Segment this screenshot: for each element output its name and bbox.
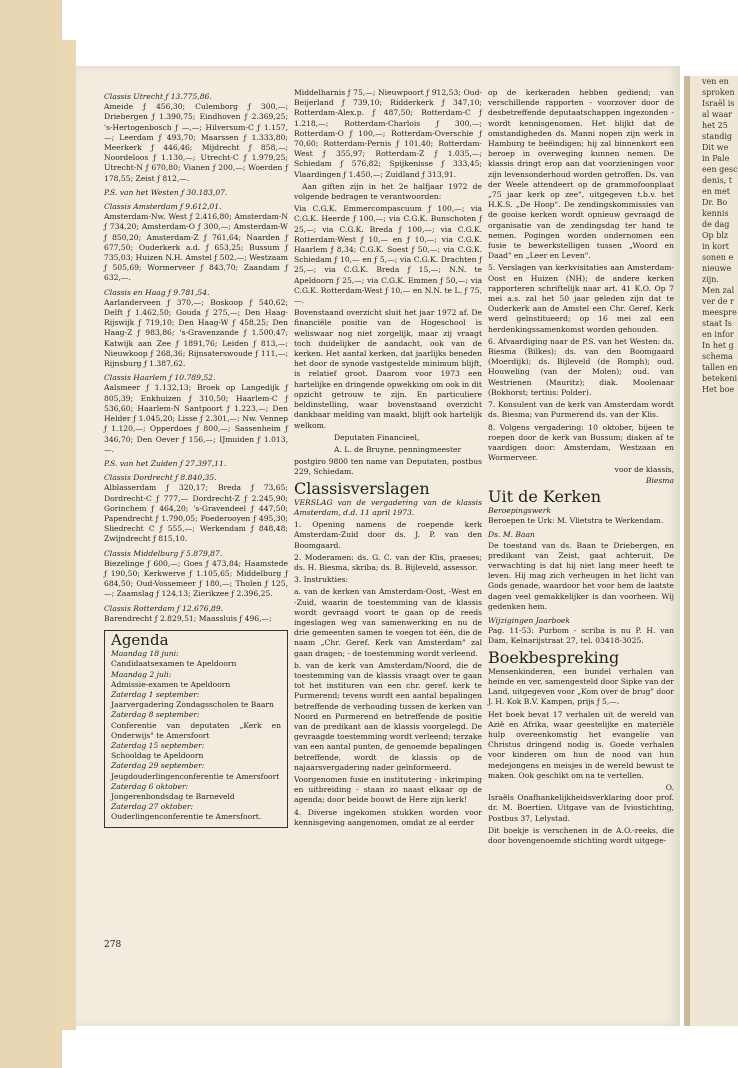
agenda-date: Zaterdag 6 oktober: <box>111 781 189 791</box>
ds-baan-text: De toestand van ds. Baan te Driebergen, en predikant van Zeist, gaat achteruit. De verwachting is dat hij niet lang meer heeft te leven. Hij mag zich verheugen in het licht van Gods genade, waardoor het voor hem de laatste dagen veel gemakkelijker is dan voorheen. Wij gedenken hem. <box>488 540 674 611</box>
classis-rotterdam-head: Classis Rotterdam ƒ 12.676,89. <box>104 603 224 613</box>
next-page-line: Dit we <box>702 143 729 152</box>
agenda-date: Maandag 2 juli: <box>111 669 172 679</box>
financial-note: Bovenstaand overzicht sluit het jaar 1972 af. De financiële positie van de Hogeschool is weliswaar nog niet zorgelijk, maar zij vraagt toch duidelijker de aandacht, ook van de kerken. Het aantal kerken, dat jaarlijks beneden het door de synode vastgestelde minimum blijft, is relatief groot. Daarom voor 1973 een hartelijke en dringende opwekking om ook in dit opzicht getrouw te zijn. En particuliere beldinstelling, waar bovenstaand overzicht dankbaar melding van maakt, blijft ook hartelijk welkom. <box>294 308 482 430</box>
agenda-text: Jeugdouderlingenconferentie te Amersfoort <box>111 771 280 781</box>
agenda-item <box>111 802 281 822</box>
next-page-line: zijn. <box>702 275 719 284</box>
verslag-heading: VERSLAG van de vergadering van de klassis Amsterdam, d.d. 11 april 1973. <box>294 497 482 517</box>
agenda-date: Zaterdag 1 september: <box>111 689 200 699</box>
agenda-text: Jaarvergadering Zondagsscholen te Baarn <box>111 700 274 710</box>
next-page-line: sproken <box>702 88 735 97</box>
classis-haag-head: Classis en Haag ƒ 9.781,54. <box>104 287 210 297</box>
agenda-box <box>104 630 288 828</box>
klassis-signature: voor de klassis, <box>614 465 674 475</box>
agenda-item <box>111 782 281 802</box>
next-page-line: meespre <box>702 308 737 317</box>
agenda-item <box>111 670 281 690</box>
next-page-line: denis, t <box>702 176 732 185</box>
classis-haarlem-body: Aalsmeer ƒ 1.132,13; Broek op Langedijk ƒ 805,39; Enkhuizen ƒ 310,50; Haarlem-C ƒ 536,60; Haarlem-N Santpoort ƒ 1.223,—; Den Helder ƒ 1.045,20; Lisse ƒ 2.301,—; Nw. Vennep ƒ 1.120,—; Opperdoes ƒ 800,—; Sassenheim ƒ 346,70; Den Oever ƒ 156,—; IJmuiden ƒ 1.013,—. <box>104 383 288 454</box>
next-page-line: en infor <box>702 330 734 339</box>
next-page-line: Men zal <box>702 286 735 295</box>
next-page-line: schema <box>702 352 733 361</box>
giften-list: Via C.G.K. Emmercompascuum ƒ 100,—; via C.G.K. Heerde ƒ 100,—; via C.G.K. Bunschoten ƒ 25,—; via C.G.K. Breda ƒ 100,—; via C.G.K. Rotterdam-West ƒ 10,— en ƒ 10,—; via C.G.K. Haarlem ƒ 8,34; C.G.K. Soest ƒ 50,—; via C.G.K. Schiedam ƒ 10,— en ƒ 5,—; via C.G.K. Drachten ƒ 25,—; via C.G.K. Breda ƒ 15,—; N.N. te Apeldoorn ƒ 25,—; via C.G.K. Emmen ƒ 50,—; via C.G.K. Rotterdam-West ƒ 10,— en N.N. te L. ƒ 75,—. <box>294 204 482 306</box>
next-page-line: Dr. Bo <box>702 198 728 207</box>
agenda-text: Admissie-examen te Apeldoorn <box>111 679 231 689</box>
classis-dordrecht-body: Alblasserdam ƒ 320,17; Breda ƒ 73,65; Dordrecht-C ƒ 777,— Dordrecht-Z ƒ 2.245,90; Gorinchem ƒ 464,20; 's-Gravendeel ƒ 447,50; Papendrecht ƒ 1.790,05; Poederooyen ƒ 495,30; Sliedrecht C ƒ 555,—; Werkendam ƒ 848,48; Zwijndrecht ƒ 815,10. <box>104 483 288 544</box>
treasurer-signature: A. L. de Bruyne, penningmeester <box>334 444 462 454</box>
deputaten-signature: Deputaten Financieel, <box>334 432 420 442</box>
next-page-line: betekeni <box>702 374 738 383</box>
agenda-text: Conferentie van deputaten „Kerk en Onderwijs" te Amersfoort <box>111 720 281 740</box>
next-page-line: een gesc <box>702 165 738 174</box>
column-2 <box>294 88 482 830</box>
boekbespreking-title: Boekbespreking <box>488 647 620 667</box>
agenda-text: Schooldag te Apeldoorn <box>111 751 204 761</box>
review-signature: O. <box>665 783 674 792</box>
verslag-item: a. van de kerken van Amsterdam-Oost, -West en -Zuid, waarin de toestemming van de klassis wordt gevraagd voort te gaan op de reeds ingeslagen weg van samenwerking en nu de drie gemeenten samen te voegen tot één, die de naam „Chr. Geref. Kerk van Amsterdam" zal gaan dragen; - de toestemming wordt verleend. <box>294 587 482 658</box>
classis-haarlem-head: Classis Haarlem ƒ 10.789,52. <box>104 373 216 383</box>
verslag-item: 1. Opening namens de roepende kerk Amsterdam-Zuid door ds. J. P. van den Boomgaard. <box>294 520 482 550</box>
verslag-item: 3. Instrukties: <box>294 575 349 585</box>
column-3 <box>488 88 674 848</box>
next-page-line: Het boe <box>702 385 735 394</box>
biesma-signature: Biesma <box>645 475 674 485</box>
next-page-line: en met <box>702 187 730 196</box>
next-page-line: de dag <box>702 220 730 229</box>
verslag-item: 7. Konsulent van de kerk van Amsterdam wordt ds. Biesma; van Purmerend ds. van der Klis. <box>488 400 674 420</box>
classis-amsterdam-head: Classis Amsterdam ƒ 9.612,01. <box>104 202 222 212</box>
agenda-text: Candidaatsexamen te Apeldoorn <box>111 659 237 669</box>
verslag-item: 4. Diverse ingekomen stukken worden voor kennisgeving aangenomen, omdat ze al eerder <box>294 807 482 827</box>
classis-utrecht-body: Ameide ƒ 456,30; Culemborg ƒ 300,—; Driebergen ƒ 1.390,75; Eindhoven ƒ 2.369,25; 's-Hertogenbosch ƒ —,—; Hilversum-C ƒ 1.157,—; Leerdam ƒ 493,70; Maarssen ƒ 1.333,80; Meerkerk ƒ 446,46; Mijdrecht ƒ 858,—; Noordeloos ƒ 1.130,—; Utrecht-C ƒ 1.979,25; Utrecht-N ƒ 670,80; Vianen ƒ 200,—; Woerden ƒ 178,55; Zeist ƒ 812,—. <box>104 102 288 183</box>
classis-dordrecht-head: Classis Dordrecht ƒ 8.840,35. <box>104 473 217 483</box>
next-page-line: Op blz <box>702 231 729 240</box>
verslag-item: b. van de kerk van Amsterdam/Noord, die de toestemming van de klassis vraagt over te gaan tot het instituren van een chr. geref. kerk te Purmerend; tevens wordt een aantal bepalingen betreffende de verhouding tussen de kerken van Noord en Purmerend en betreffende de positie van de predikant aan de klassis voorgelegd. De gevraagde toestemming wordt verleend; terzake van een aantal punten, de genoemde bepalingen betreffende, wordt de klassis op de najaarsvergadering nader geïnformeerd. <box>294 660 482 772</box>
classis-haag-body: Aarlanderveen ƒ 370,—; Boskoop ƒ 540,62; Delft ƒ 1.462,50; Gouda ƒ 275,—; Den Haag-Rijswijk ƒ 719,10; Den Haag-W ƒ 458,25; Den Haag-Z ƒ 983,86; 's-Gravenzande ƒ 1.500,47; Katwijk aan Zee ƒ 1891,76; Leiden ƒ 813,—; Nieuwkoop ƒ 268,36; Rijnsaterswoude ƒ 111,—; Rijnsburg ƒ 1.387,62. <box>104 297 288 369</box>
binding-edge <box>0 0 62 1068</box>
beroepingswerk-text: Beroepen te Urk: M. Vlietstra te Werkendam. <box>488 516 664 526</box>
boek-mensenkinderen: Mensenkinderen, een bundel verhalen van heinde en ver, samengesteld door Sipke van der Land, uitgegeven voor „Kom over de brug" door J. H. Kok B.V. Kampen, prijs ƒ 5,—. <box>488 666 674 707</box>
agenda-item <box>111 710 281 741</box>
next-page-line: in kort <box>702 242 729 251</box>
agenda-item <box>111 649 281 669</box>
agenda-date: Maandag 18 juni: <box>111 649 179 659</box>
classis-rotterdam-body: Barendrecht ƒ 2.829,51; Maassluis ƒ 496,—; <box>104 613 272 623</box>
verslag-item: 5. Verslagen van kerkvisitaties aan Amsterdam-Oost en Huizen (NH); de andere kerken rapporteren schriftelijk naar art. 41 K.O. Op 7 mei a.s. zal het 50 jaar geleden zijn dat te Ouderkerk aan de Amstel een Chr. Geref. Kerk werd geïnstitueerd; op 16 mei zal een herdenkingssamenkomst worden gehouden. <box>488 263 674 334</box>
postgiro: postgiro 9800 ten name van Deputaten, postbus 229, Schiedam. <box>294 457 482 477</box>
agenda-text: Jongerenbondsdag te Barneveld <box>111 792 235 801</box>
binding-edge-inner <box>62 40 76 1030</box>
ds-baan-head: Ds. M. Baan <box>488 530 535 540</box>
agenda-item <box>111 690 281 710</box>
verslag-item: 2. Moderamen: ds. G. C. van der Klis, praeses; ds. H. Biesma, skriba; ds. B. Bijleveld, assessor. <box>294 552 482 572</box>
verslag-continued: op de kerkeraden hebben gediend; van verschillende rapporten - voorzover door de desbetreffende deputaatschappen ingezonden - wordt kennisgenomen. Het blijkt dat de omstandigheden ds. Manni nopen zijn werk in Hamburg te beëindigen; hij zal binnenkort een beroep in overweging kunnen nemen. De klassis dringt erop aan dat voorzieningen voor zijn levensonderhoud worden getroffen. Ds. van der Weele attendeert op de grammofoonplaat „75 jaar kerk op zee", uitgegeven t.b.v. het H.K.S. „De Hoop". De zendingskommissies van de gooise kerken wordt opnieuw gevraagd de organisatie van de zendingsdag ter hand te nemen. Pogingen worden ondernomen een fusie te bewerkstelligen tussen „Woord en Daad" en „Leer en Leven". <box>488 88 674 261</box>
classis-amsterdam-body: Amsterdam-Nw. West ƒ 2.416,80; Amsterdam-N ƒ 734,20; Amsterdam-O ƒ 300,—; Amsterdam-W ƒ 850,20; Amsterdam-Z ƒ 761,64; Naarden ƒ 677,50; Ouderkerk a.d. ƒ 653,25; Bussum ƒ 735,03; Huizen N.H. Amstel ƒ 502,—; Westzaam ƒ 505,69; Wormerveer ƒ 843,70; Zaandam ƒ 632,—. <box>104 212 288 283</box>
next-page-line: kennis <box>702 209 729 218</box>
giften-intro: Aan giften zijn in het 2e halfjaar 1972 de volgende bedragen te verantwoorden: <box>294 181 482 202</box>
next-page-line: staat Is <box>702 319 732 328</box>
agenda-date: Zaterdag 27 oktober: <box>111 802 194 812</box>
classis-middelburg-head: Classis Middelburg ƒ 5.879,87. <box>104 548 223 558</box>
agenda-item <box>111 761 281 781</box>
agenda-item <box>111 741 281 761</box>
next-page-line: ven en <box>702 77 729 86</box>
boek-review: Het boek bevat 17 verhalen uit de wereld van Azië en Afrika, waar geestelijke en materiële hulp overeenkomstig het evangelie van Christus dringend nodig is. Goede verhalen voor kinderen om hun de nood van hun medejongens en meisjes in de wereld bewust te maken. Ook geschikt om na te vertellen. <box>488 709 674 780</box>
next-page-line: al waar <box>702 110 733 119</box>
rotterdam-continued: Middelharnis ƒ 75,—; Nieuwpoort ƒ 912,53; Oud-Beijerland ƒ 739,10; Ridderkerk ƒ 347,10; Rotterdam-Alex.p. ƒ 487,50; Rotterdam-C ƒ 1.218,—; Rotterdam-Charlois ƒ 300,—; Rotterdam-O ƒ 100,—; Rotterdam-Overschie ƒ 70,60; Rotterdam-Pernis ƒ 101,40; Rotterdam-West ƒ 355,97; Rotterdam-Z ƒ 1.035,—; Schiedam ƒ 576,82; Spijkenisse ƒ 333,45; Vlaardingen ƒ 1.450,—; Zuidland ƒ 313,91. <box>294 88 482 179</box>
ps-zuiden: P.S. van het Zuiden ƒ 27.397,11. <box>104 458 227 468</box>
next-page-line: tallen en <box>702 363 738 372</box>
next-page-line: in Pale <box>702 154 730 163</box>
page-number: 278 <box>104 940 122 950</box>
next-page-line: sonen e <box>702 253 734 262</box>
next-page-line: Israël is <box>702 99 735 108</box>
agenda-date: Zaterdag 8 september: <box>111 710 200 720</box>
boek-israel-text: Dit boekje is verschenen in de A.O.-reeks, die door bovengenoemde stichting wordt uitgege- <box>488 825 674 846</box>
jaarboek-text: Pag. 11-53: Purbom - scriba is nu P. H. van Dam, Kelnarijstraat 27, tel. 03418-3025. <box>488 626 674 646</box>
next-page-line: standig <box>702 132 733 141</box>
verslag-item: 8. Volgens vergadering: 10 oktober, bijeen te roepen door de kerk van Bussum; diaken af te vaardigen door: Amsterdam, Westzaan en Wormerveer. <box>488 422 674 463</box>
verslag-item: Voorgenomen fusie en institutering - inkrimping en uitbreiding - staan zo naast elkaar op de agenda; door beide bouwt de Here zijn kerk! <box>294 775 482 805</box>
next-page-line: nieuwe <box>702 264 732 273</box>
agenda-text: Ouderlingenconferentie te Amersfoort. <box>111 812 262 822</box>
classisverslagen-title: Classisverslagen <box>294 478 430 498</box>
uit-de-kerken-title: Uit de Kerken <box>488 486 602 506</box>
next-page-line: het 25 <box>702 121 728 130</box>
classis-utrecht-head: Classis Utrecht ƒ 13.775,86. <box>104 92 212 101</box>
column-1 <box>104 88 288 828</box>
beroepingswerk-head: Beroepingswerk <box>488 505 551 515</box>
agenda-date: Zaterdag 29 september: <box>111 761 205 771</box>
next-page-strip <box>684 76 738 1026</box>
ps-westen: P.S. van het Westen ƒ 30.183,07. <box>104 187 228 197</box>
next-page-line: In het g <box>702 341 734 350</box>
boek-israel: Israëls Onafhankelijkheidsverklaring door prof. dr. M. Boertien. Uitgave van de Iviostichting, Postbus 37, Lelystad. <box>488 793 674 823</box>
classis-middelburg-body: Biezelinge ƒ 600,—; Goes ƒ 473,84; Haamstede ƒ 190,50; Kerkwerve ƒ 1.105,65; Middelburg ƒ 684,50; Oud-Vossemeer ƒ 180,—; Tholen ƒ 125,—; Zaamslag ƒ 124,13; Zierikzee ƒ 2.396,25. <box>104 558 288 599</box>
jaarboek-head: Wijzigingen Jaarboek <box>488 615 570 625</box>
verslag-item: 6. Afvaardiging naar de P.S. van het Westen: ds. Biesma (Bilkes); ds. van den Boomgaard (Moerdijk); ds. Bijleveld (de Romph); oud. Houweling (van der Molen); oud. van Westrienen (Mauritz); diak. Moolenaar (Bokhorst; tertius: Polder). <box>488 336 674 397</box>
next-page-line: ver de r <box>702 297 734 306</box>
agenda-date: Zaterdag 15 september: <box>111 740 205 750</box>
agenda-title: Agenda <box>111 630 169 649</box>
